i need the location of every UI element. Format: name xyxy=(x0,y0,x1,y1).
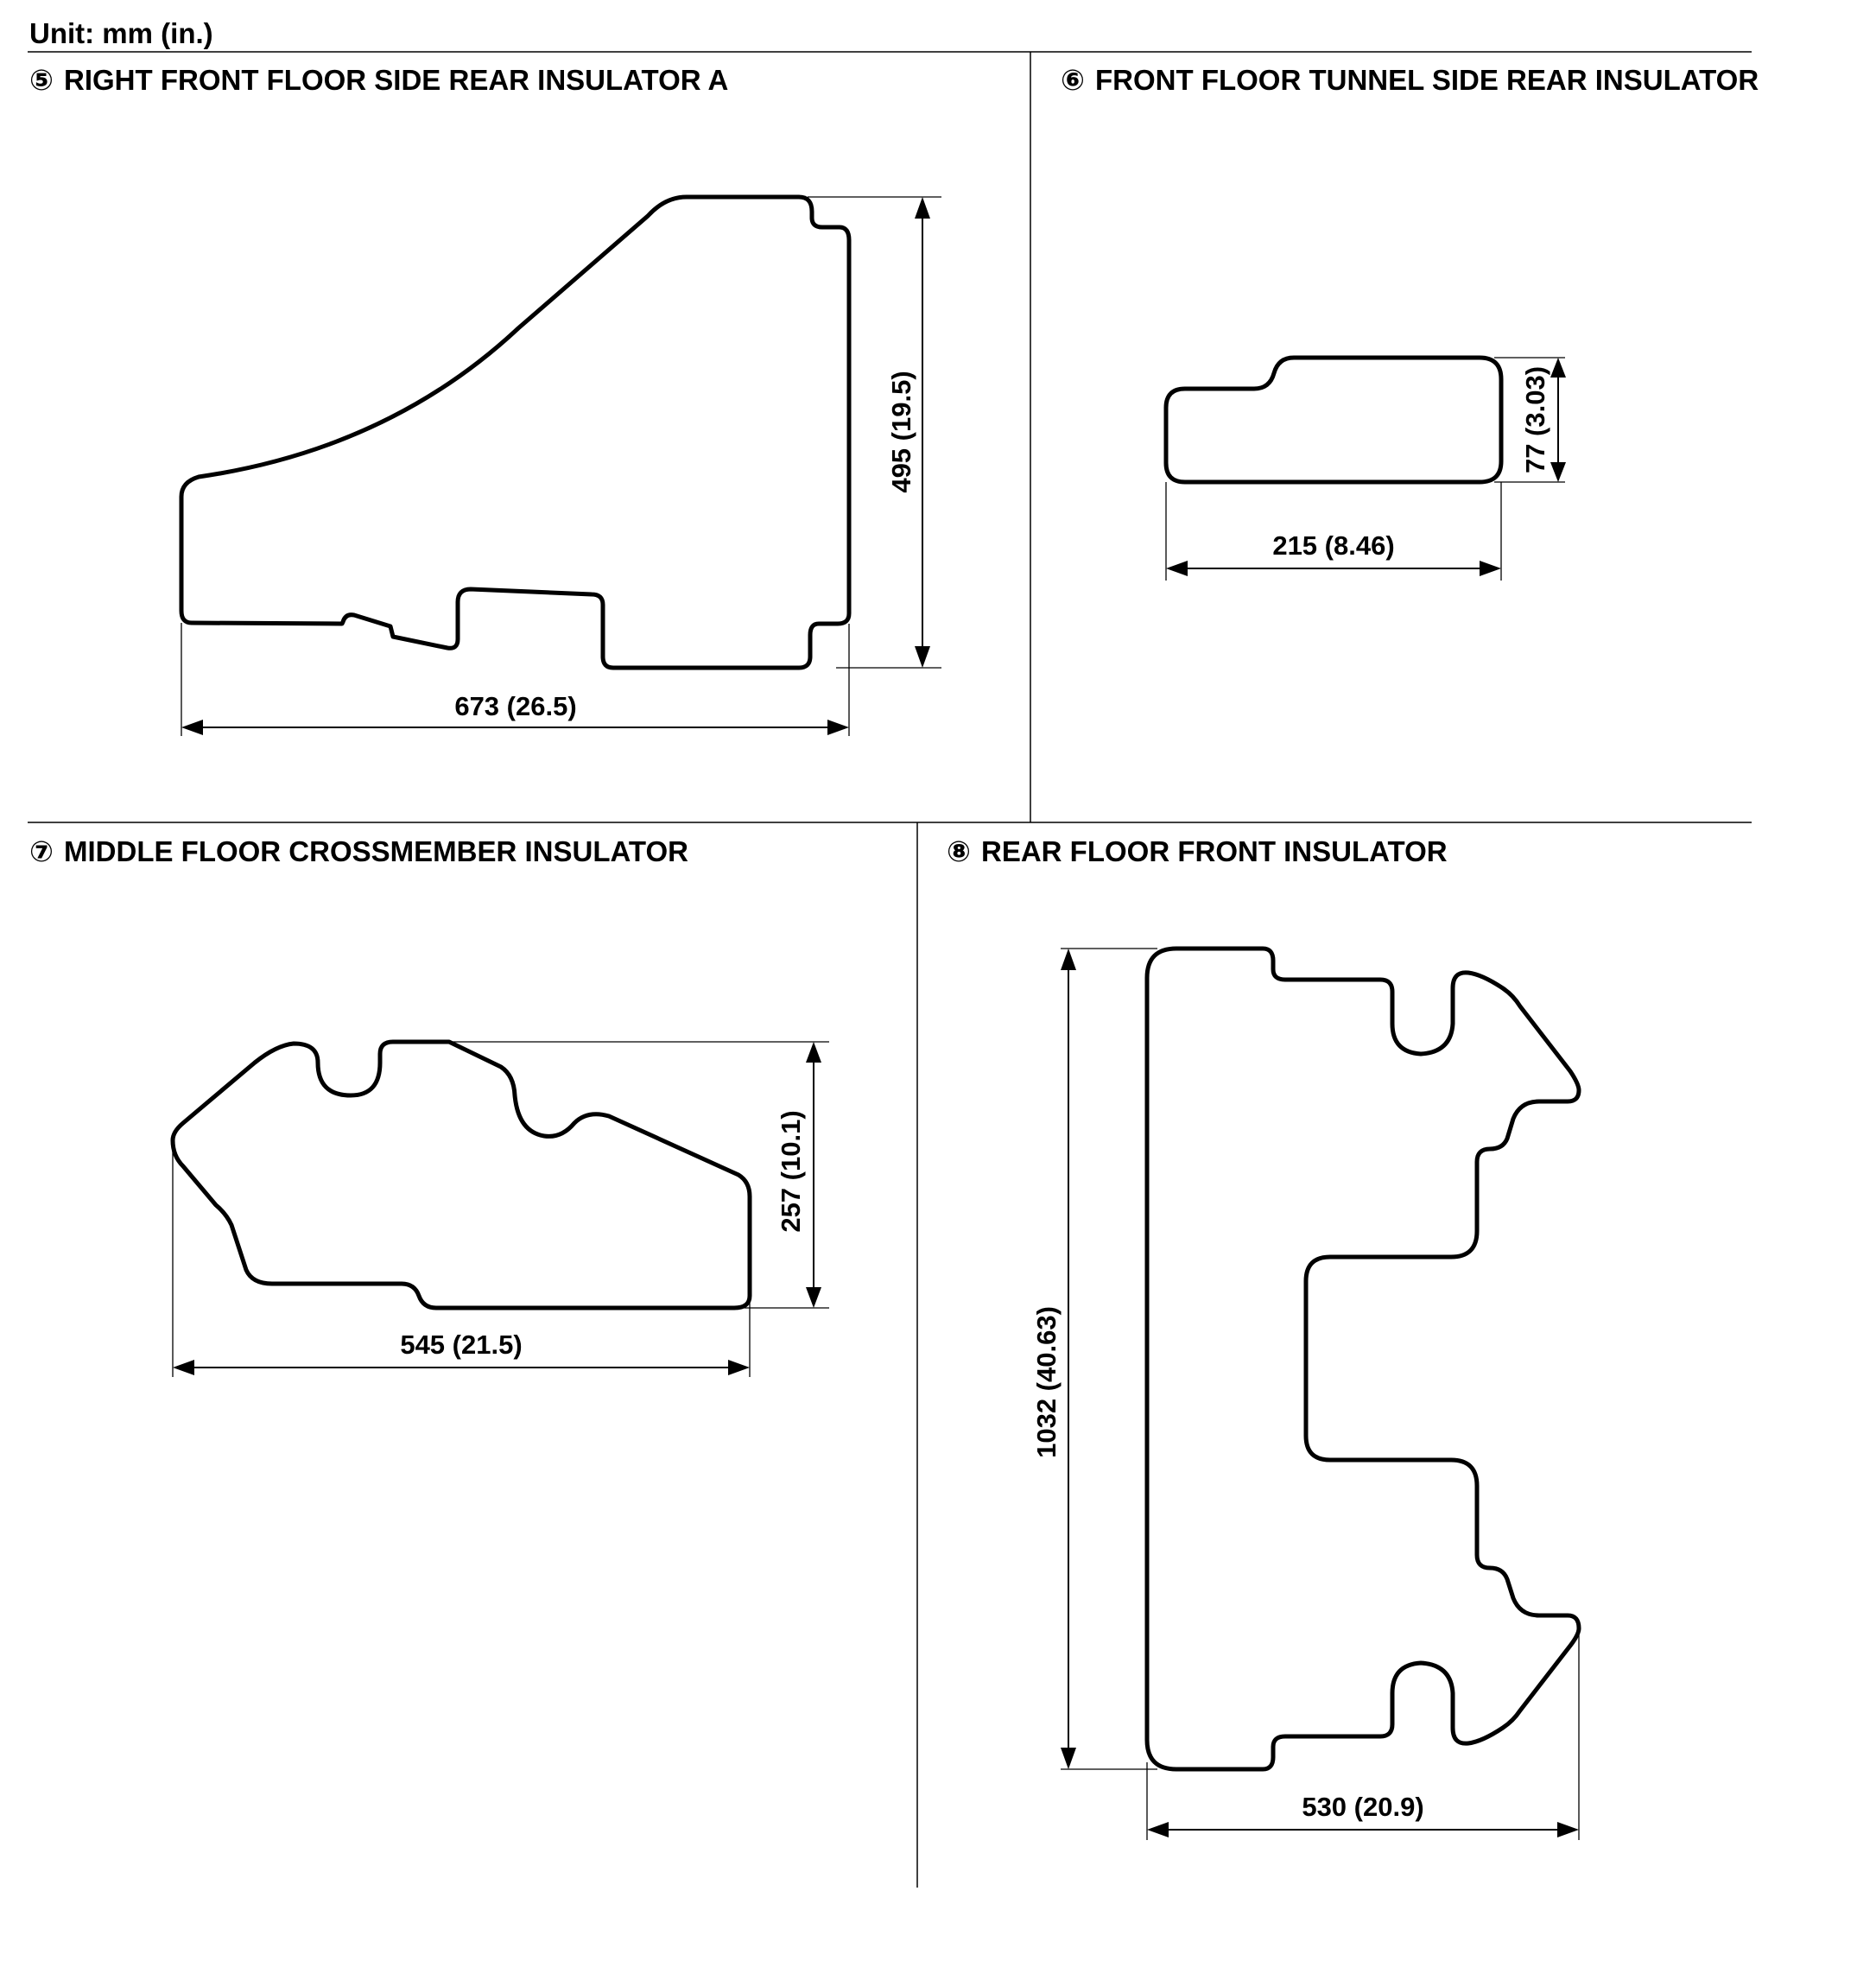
panel-7-height-arrow-top xyxy=(806,1042,821,1063)
panel-8-width-label: 530 (20.9) xyxy=(1302,1792,1424,1822)
panel-8-width-arrow-left xyxy=(1147,1822,1169,1837)
panel-8-height-arrow-bottom xyxy=(1061,1748,1076,1769)
panel-5-number: ⑤ xyxy=(29,64,54,96)
panel-6-height-arrow-bottom xyxy=(1550,462,1566,482)
panel-6-height-label: 77 (3.03) xyxy=(1520,365,1550,474)
panel-5-height-arrow-top xyxy=(915,197,930,219)
panel-middle-floor-crossmember-insulator xyxy=(29,835,829,1377)
panel-6-width-label: 215 (8.46) xyxy=(1272,530,1395,561)
panel-8-title: REAR FLOOR FRONT INSULATOR xyxy=(981,835,1448,867)
panel-6-width-arrow-right xyxy=(1480,561,1501,576)
panel-5-height-label: 495 (19.5) xyxy=(886,371,916,493)
panel-7-width-label: 545 (21.5) xyxy=(400,1330,523,1360)
panel-6-title: FRONT FLOOR TUNNEL SIDE REAR INSULATOR xyxy=(1095,64,1759,96)
panel-right-front-floor-side-rear-insulator-a xyxy=(29,64,941,736)
panel-5-title: RIGHT FRONT FLOOR SIDE REAR INSULATOR A xyxy=(64,64,729,96)
panel-7-width-arrow-left xyxy=(173,1360,194,1375)
insulator-6-outline xyxy=(1166,358,1501,482)
panel-5-width-arrow-right xyxy=(827,720,849,735)
insulator-8-outline xyxy=(1147,949,1579,1769)
panel-8-height-arrow-top xyxy=(1061,949,1076,970)
panel-7-width-arrow-right xyxy=(728,1360,750,1375)
panel-5-width-label: 673 (26.5) xyxy=(454,691,577,721)
insulator-7-outline xyxy=(173,1042,750,1308)
panel-rear-floor-front-insulator xyxy=(947,835,1579,1840)
panel-8-height-label: 1032 (40.63) xyxy=(1031,1306,1062,1458)
panel-7-number: ⑦ xyxy=(29,835,54,867)
panel-7-height-label: 257 (10.1) xyxy=(776,1110,806,1233)
panel-front-floor-tunnel-side-rear-insulator xyxy=(1061,64,1759,581)
panel-5-height-arrow-bottom xyxy=(915,646,930,668)
panel-5-width-arrow-left xyxy=(181,720,203,735)
insulator-5-outline xyxy=(181,197,849,668)
panel-6-width-arrow-left xyxy=(1166,561,1188,576)
panel-8-number: ⑧ xyxy=(947,835,971,867)
panel-7-title: MIDDLE FLOOR CROSSMEMBER INSULATOR xyxy=(64,835,688,867)
panel-7-height-arrow-bottom xyxy=(806,1287,821,1308)
unit-label: Unit: mm (in.) xyxy=(29,17,213,49)
panel-8-width-arrow-right xyxy=(1557,1822,1579,1837)
panel-6-number: ⑥ xyxy=(1061,64,1085,96)
panel-6-height-arrow-top xyxy=(1550,358,1566,378)
